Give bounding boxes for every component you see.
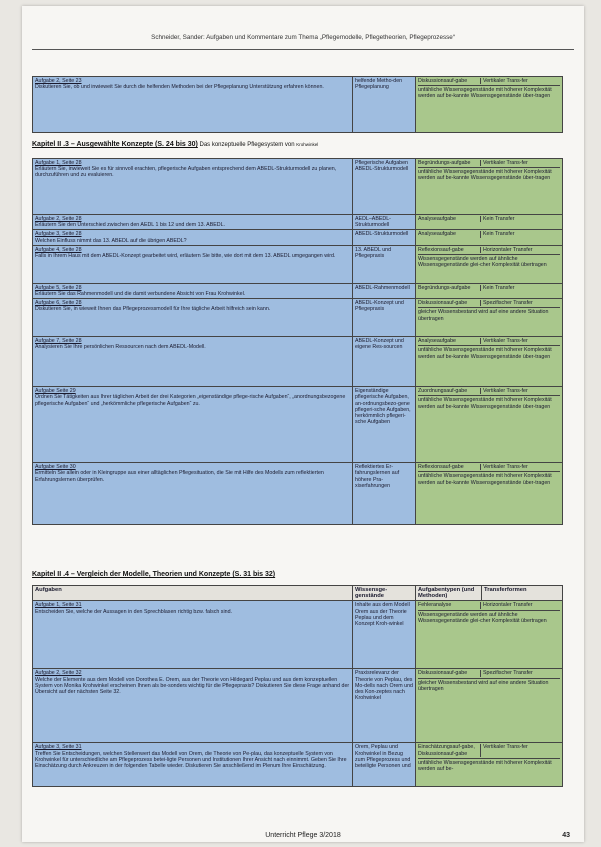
task-cell bbox=[33, 283, 353, 298]
transfer-form: Vertikaler Trans-fer bbox=[480, 338, 560, 344]
task-text: Welche der Elemente aus dem Modell von Dorothea E. Orem, aus der Theorie von Hildegard Peplau und aus dem konzeptuellen System von Monika Krohwinkel erscheinen Ihnen als be-sonders wichtig für die Pflegepraxis? Diskutieren Sie diese Frage anhand der Übersicht auf der nächsten Seite 32. bbox=[35, 676, 350, 696]
task-cell bbox=[33, 299, 353, 337]
task-type: Analyseaufgabe bbox=[418, 231, 456, 238]
task-cell bbox=[33, 463, 353, 525]
knowledge-object-cell: AEDL–ABEDL-Strukturmodell bbox=[353, 215, 416, 230]
task-type: Diskussionsauf-gabe bbox=[418, 300, 468, 307]
table-chapter-3 bbox=[32, 158, 563, 525]
table-row bbox=[33, 601, 563, 669]
task-reference: Aufgabe Seite 29 bbox=[35, 388, 76, 395]
knowledge-object-cell: helfende Metho-den Pflegeplanung bbox=[353, 77, 416, 133]
transfer-description: unfähliche Wissensgegenstände mit höherer Komplexität werden auf be-kannte Wissensgegenstände über-tragen bbox=[418, 345, 560, 359]
knowledge-object-cell: ABEDL-Konzept und Pflegepraxis bbox=[353, 299, 416, 337]
transfer-form: Vertikaler Trans-fer bbox=[480, 160, 560, 166]
transfer-form: Kein Transfer bbox=[480, 231, 560, 237]
task-cell bbox=[33, 337, 353, 387]
task-reference: Aufgabe 2, Seite 28 bbox=[35, 216, 82, 222]
task-cell bbox=[33, 601, 353, 669]
col-header-type: Aufgabentypen (und Methoden) bbox=[416, 586, 482, 601]
task-type: Reflexionsauf-gabe bbox=[418, 464, 464, 471]
transfer-description: gleicher Wissensbestand wird auf eine andere Situation übertragen bbox=[418, 678, 560, 692]
transfer-form: Vertikaler Trans-fer bbox=[480, 388, 560, 394]
task-type: Diskussionsauf-gabe bbox=[418, 670, 468, 677]
task-type-cell bbox=[416, 463, 563, 525]
knowledge-object-cell: Reflektiertes Er-fahrungslernen auf höhere Pra-xiserfahrungen bbox=[353, 463, 416, 525]
transfer-form: Kein Transfer bbox=[480, 285, 560, 291]
table-row bbox=[33, 743, 563, 787]
task-cell bbox=[33, 245, 353, 283]
col-header-topic: Wissensge-genstände bbox=[353, 586, 416, 601]
task-text: Ordnen Sie Tätigkeiten aus Ihrer täglichen Arbeit der drei Kategorien „eigenständige pflege-rische Aufgaben“, „anordnungsbezogene pflegerische Aufgaben“ und „herkömmliche pflegerische Aufgaben“ zu. bbox=[35, 394, 346, 407]
task-type-cell bbox=[416, 215, 563, 230]
task-cell bbox=[33, 230, 353, 245]
task-type-cell bbox=[416, 387, 563, 463]
transfer-form: Vertikaler Trans-fer bbox=[480, 78, 560, 84]
task-reference: Aufgabe 7, Seite 28 bbox=[35, 338, 82, 345]
task-reference: Aufgabe 5, Seite 28 bbox=[35, 284, 82, 291]
table-chapter-4 bbox=[32, 585, 563, 787]
knowledge-object-cell: ABEDL-Strukturmodell bbox=[353, 230, 416, 245]
task-text: Erläutern Sie den Unterschied zwischen den AEDL 1 bis 12 und dem 13. ABEDL. bbox=[35, 222, 226, 229]
task-type-cell bbox=[416, 337, 563, 387]
task-cell bbox=[33, 159, 353, 215]
transfer-form: Horizontaler Transfer bbox=[480, 247, 560, 253]
transfer-form: Spezifischer Transfer bbox=[480, 670, 560, 676]
task-type-cell bbox=[416, 601, 563, 669]
task-reference: Aufgabe Seite 30 bbox=[35, 464, 76, 471]
transfer-description: unfähliche Wissensgegenstände mit höherer Komplexität werden auf be-kannte Wissensgegenstände über-tragen bbox=[418, 471, 560, 485]
task-type: Zuordnungsauf-gabe bbox=[418, 388, 468, 395]
table-row bbox=[33, 215, 563, 230]
task-text: Diskutieren Sie, ob und inwieweit Sie durch die helfenden Methoden bei der Pflegeplanung Unterstützung erfahren können. bbox=[35, 84, 324, 91]
task-reference: Aufgabe 4, Seite 28 bbox=[35, 246, 82, 253]
task-type-cell bbox=[416, 230, 563, 245]
task-reference: Aufgabe 6, Seite 28 bbox=[35, 300, 82, 307]
task-type-cell bbox=[416, 669, 563, 743]
task-type-cell bbox=[416, 245, 563, 283]
task-type: Begründungs-aufgabe bbox=[418, 284, 471, 291]
table-row bbox=[33, 299, 563, 337]
knowledge-object-cell: Praxisrelevanz der Theorie von Peplau, des Mo-dells nach Orem und des Kon-zeptes nach Krohwinkel bbox=[353, 669, 416, 743]
task-text: Falls in Ihrem Haus mit dem ABEDL-Konzept gearbeitet wird, erläutern Sie bitte, wie dort mit dem 13. ABEDL umgegangen wird. bbox=[35, 253, 336, 260]
transfer-form: Vertikaler Trans-fer bbox=[480, 464, 560, 470]
table-row bbox=[33, 463, 563, 525]
table-continuation bbox=[32, 76, 563, 133]
task-type-cell bbox=[416, 283, 563, 298]
table-row bbox=[33, 387, 563, 463]
task-type: Diskussionsauf-gabe bbox=[418, 78, 468, 84]
section-heading-4: Kapitel II .4 – Vergleich der Modelle, Theorien und Konzepte (S. 31 bis 32) bbox=[32, 571, 276, 578]
task-type-cell bbox=[416, 159, 563, 215]
knowledge-object-cell: ABEDL-Rahmenmodell bbox=[353, 283, 416, 298]
task-text: Analysieren Sie Ihre persönlichen Ressourcen nach dem ABEDL-Modell. bbox=[35, 344, 206, 351]
table-row bbox=[33, 77, 563, 133]
table-row bbox=[33, 245, 563, 283]
knowledge-object-cell: Pflegerische Aufgaben ABEDL-Strukturmodell bbox=[353, 159, 416, 215]
task-cell bbox=[33, 387, 353, 463]
table-header-row bbox=[33, 586, 563, 601]
transfer-description: gleicher Wissensbestand wird auf eine andere Situation übertragen bbox=[418, 307, 560, 321]
running-header: Schneider, Sander: Aufgaben und Kommentare zum Thema „Pflegemodelle, Pflegetheorien, Pflegeprozesse“ bbox=[32, 34, 574, 50]
task-cell bbox=[33, 77, 353, 133]
task-type-cell bbox=[416, 77, 563, 133]
col-header-task: Aufgaben bbox=[33, 586, 353, 601]
task-type: Reflexionsauf-gabe bbox=[418, 246, 464, 253]
task-reference: Aufgabe 1, Seite 28 bbox=[35, 160, 82, 166]
task-reference: Aufgabe 2, Seite 23 bbox=[35, 78, 82, 84]
task-reference: Aufgabe 1, Seite 31 bbox=[35, 602, 82, 609]
transfer-form: Kein Transfer bbox=[480, 216, 560, 222]
transfer-description: Wissensgegenstände werden auf ähnliche Wissensgegenstände glei-cher Komplexität übertragen bbox=[418, 610, 560, 624]
section-heading-3: Kapitel II .3 – Ausgewählte Konzepte (S. 24 bis 30) Das konzeptuelle Pflegesystem von Krohwinkel bbox=[32, 141, 319, 148]
task-text: Erläutern Sie das Rahmenmodell und die damit verbundene Absicht von Frau Krohwinkel. bbox=[35, 291, 246, 298]
knowledge-object-cell: Eigenständige pflegerische Aufgaben, an-ordnungsbezo-gene pflegeri-sche Aufgaben, herkömmlich pflegeri-sche Aufgaben bbox=[353, 387, 416, 463]
table-row bbox=[33, 230, 563, 245]
transfer-description: unfähliche Wissensgegenstände mit höherer Komplexität werden auf be-kannte Wissensgegenstände über-tragen bbox=[418, 167, 560, 181]
task-type-cell bbox=[416, 743, 563, 787]
table-row bbox=[33, 159, 563, 215]
task-type-cell bbox=[416, 299, 563, 337]
task-type: Analyseaufgabe bbox=[418, 216, 456, 222]
document-page bbox=[22, 6, 584, 842]
col-header-transfer: Transferformen bbox=[482, 586, 563, 601]
table-row bbox=[33, 337, 563, 387]
transfer-description: Wissensgegenstände werden auf ähnliche Wissensgegenstände glei-cher Komplexität übertragen bbox=[418, 254, 560, 268]
task-text: Treffen Sie Entscheidungen, welchen Stellenwert das Modell von Orem, die Theorie von Pe-plau, das konzeptuelle System von Krohwinkel für unterschiedliche am Pflegeprozess betei-ligte Personen und Institutionen Ihrer Ansicht nach einnimmt. Geben Sie Ihre Einschätzung durch Ankreuzen in der folgenden Tabelle wieder. Diskutieren Sie anschließend im Plenum Ihre Einschätzung. bbox=[35, 750, 347, 770]
transfer-description: unfähliche Wissensgegenstände mit höherer Komplexität werden auf be-kannte Wissensgegenstände über-tragen bbox=[418, 395, 560, 409]
transfer-description: unfähliche Wissensgegenstände mit höherer Komplexität werden auf be- bbox=[418, 758, 560, 772]
task-type: Einschätzungsauf-gabe, Diskussionsauf-gabe bbox=[418, 744, 475, 757]
task-text: Entscheiden Sie, welche der Aussagen in den Sprechblasen richtig bzw. falsch sind. bbox=[35, 608, 232, 615]
page-number: 43 bbox=[562, 832, 570, 839]
transfer-form: Horizontaler Transfer bbox=[480, 602, 560, 608]
task-cell bbox=[33, 669, 353, 743]
task-type: Analyseaufgabe bbox=[418, 338, 456, 345]
transfer-form: Vertikaler Trans-fer bbox=[480, 744, 560, 756]
footer-magazine: Unterricht Pflege 3/2018 bbox=[265, 832, 341, 839]
knowledge-object-cell: Inhalte aus dem Modell Orem aus der Theorie Peplau und dem Konzept Kroh-winkel bbox=[353, 601, 416, 669]
transfer-description: unfähliche Wissensgegenstände mit höherer Komplexität werden auf be-kannte Wissensgegenstände über-tragen bbox=[418, 85, 560, 99]
task-type: Begründungs-aufgabe bbox=[418, 160, 471, 166]
knowledge-object-cell: Orem, Peplau und Krohwinkel in Bezug zum Pflegeprozess und beteiligte Personen und bbox=[353, 743, 416, 787]
table-row bbox=[33, 669, 563, 743]
task-text: Ermitteln Sie allein oder in Kleingruppe aus einer alltäglichen Pflegesituation, die Sie mit Hilfe des Modells zum reflektierten Erfahrungslernen überprüfen. bbox=[35, 470, 324, 483]
task-reference: Aufgabe 3, Seite 28 bbox=[35, 231, 82, 238]
knowledge-object-cell: 13. ABEDL und Pflegepraxis bbox=[353, 245, 416, 283]
task-type: Fehleranalyse bbox=[418, 602, 452, 609]
task-text: Erläutern Sie, inwieweit Sie es für sinnvoll erachten, pflegerische Aufgaben entsprechend dem ABEDL-Strukturmodell zu planen, durchzuführen und zu evaluieren. bbox=[35, 166, 337, 179]
task-reference: Aufgabe 2, Seite 32 bbox=[35, 670, 82, 677]
task-text: Welchen Einfluss nimmt das 13. ABEDL auf die übrigen ABEDL? bbox=[35, 237, 187, 244]
knowledge-object-cell: ABEDL-Konzept und eigene Res-sourcen bbox=[353, 337, 416, 387]
task-cell bbox=[33, 743, 353, 787]
task-text: Diskutieren Sie, in wieweit Ihnen das Pflegeprozessmodell für Ihre tägliche Arbeit hilfreich sein kann. bbox=[35, 306, 271, 313]
transfer-form: Spezifischer Transfer bbox=[480, 300, 560, 306]
task-cell bbox=[33, 215, 353, 230]
table-row bbox=[33, 283, 563, 298]
task-reference: Aufgabe 3, Seite 31 bbox=[35, 744, 82, 751]
